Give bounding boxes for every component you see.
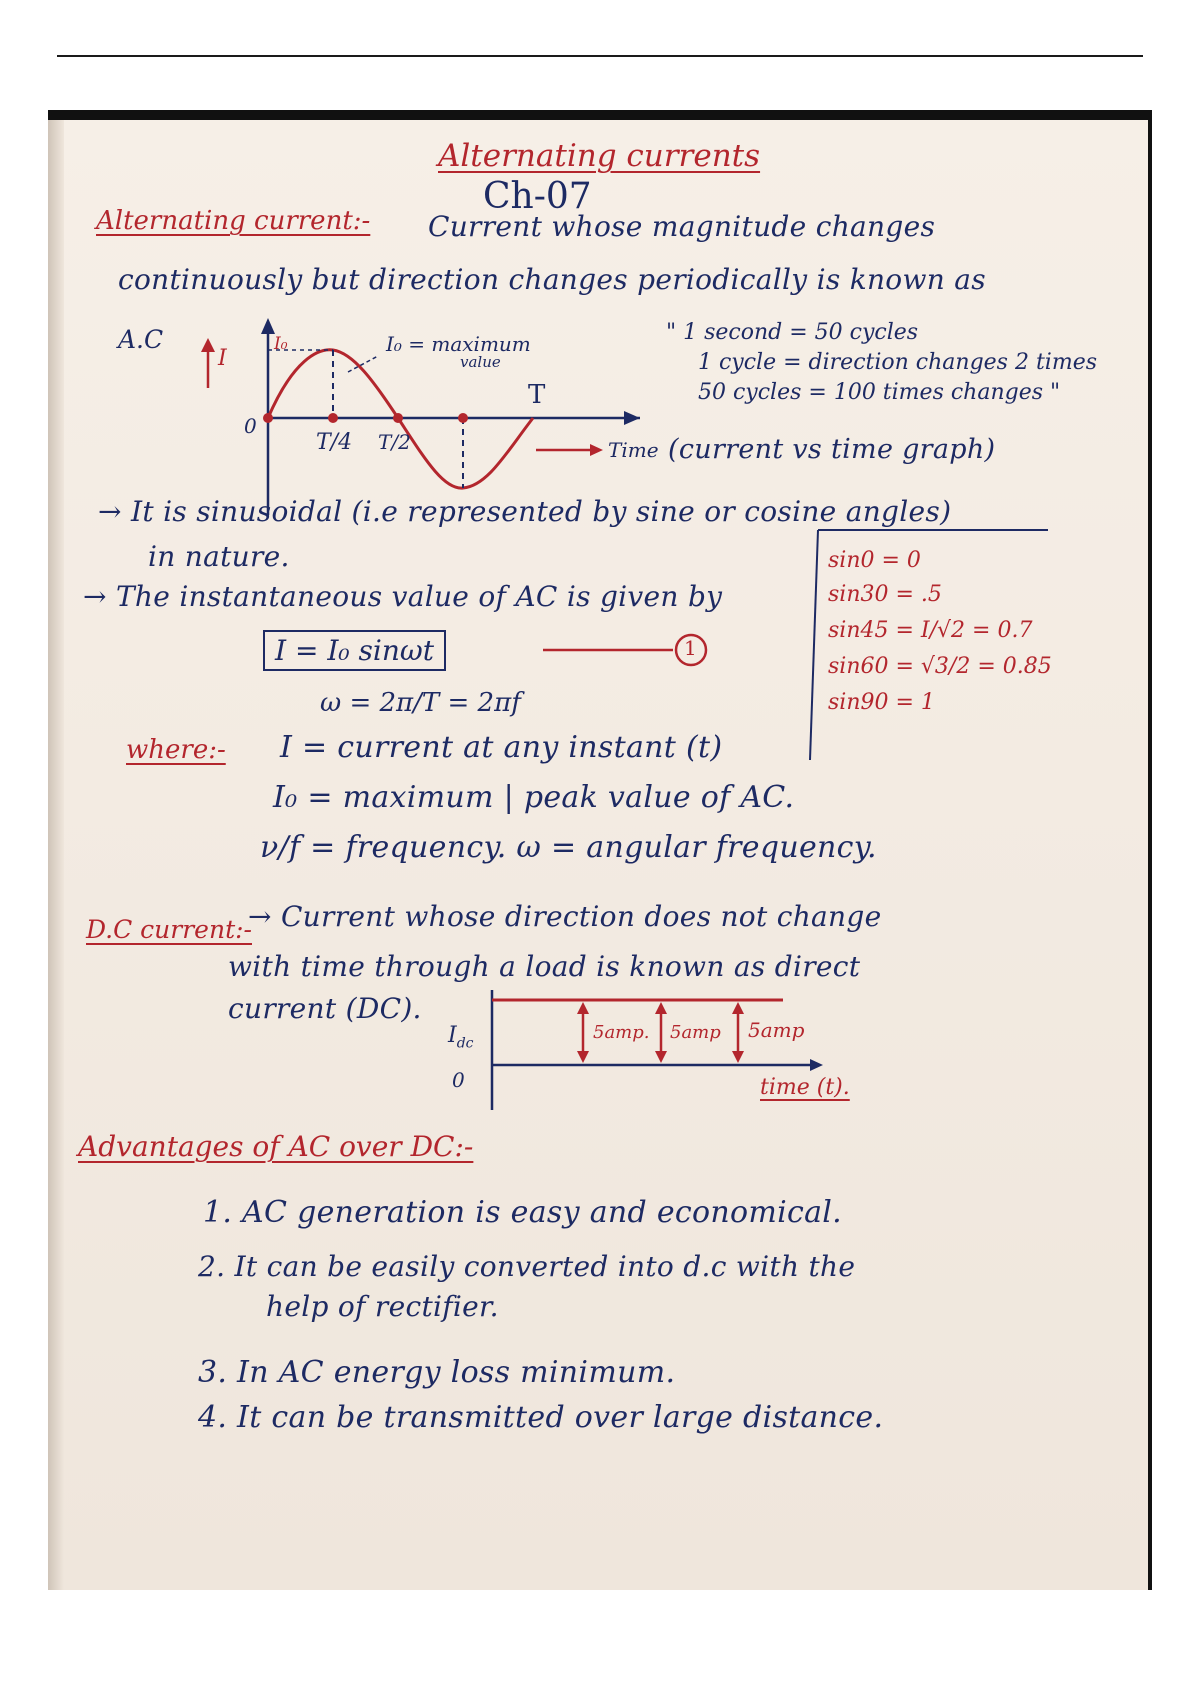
t-half-label: T/2 [378, 430, 411, 454]
where-line-2: I₀ = maximum | peak value of AC. [273, 780, 795, 815]
sinusoidal-line-1: → It is sinusoidal (i.e represented by sine or cosine angles) [98, 495, 952, 528]
dc-definition-line-1: → Current whose direction does not change [248, 900, 882, 933]
where-line-1: I = current at any instant (t) [280, 730, 723, 765]
advantage-1: 1. AC generation is easy and economical. [203, 1195, 842, 1230]
sine-table-row-3: sin45 = I/√2 = 0.7 [828, 618, 1033, 643]
dc-amp-label-2: 5amp [670, 1022, 721, 1043]
dc-y-label-letter: I [448, 1023, 457, 1048]
omega-equation: ω = 2π/T = 2πf [320, 688, 521, 718]
dc-y-label-subscript: dc [456, 1035, 474, 1052]
advantage-3: 3. In AC energy loss minimum. [198, 1355, 676, 1390]
graph-origin-label: 0 [244, 414, 257, 438]
equation-number: 1 [684, 636, 697, 660]
ac-heading: Alternating current:- [96, 206, 371, 236]
where-line-3: ν/f = frequency. ω = angular frequency. [260, 830, 877, 865]
time-axis-label: Time [608, 438, 659, 462]
ac-equation: I = I₀ sinωt [263, 630, 446, 671]
t-full-label: T [528, 380, 546, 410]
dc-origin-label: 0 [452, 1068, 465, 1092]
dc-y-label [448, 1023, 474, 1051]
notebook-photo [48, 110, 1152, 1590]
sinusoidal-line-2: in nature. [148, 540, 290, 573]
max-annotation: I₀ = maximum [386, 332, 531, 356]
cycles-line-3: 50 cycles = 100 times changes " [698, 380, 1061, 405]
dc-amp-label-1: 5amp. [593, 1022, 650, 1043]
dc-amp-arrow-1-head-down [577, 1051, 589, 1063]
advantage-2: 2. It can be easily converted into d.c with the [198, 1250, 856, 1283]
graph-i0-label: I₀ [274, 334, 288, 354]
t-quarter-label: T/4 [316, 430, 353, 455]
sine-table-row-5: sin90 = 1 [828, 690, 935, 715]
ac-label: A.C [118, 325, 164, 354]
max-annotation-value: value [460, 353, 501, 371]
chapter-label: Ch-07 [483, 176, 592, 217]
dc-amp-arrow-2-head-up [655, 1002, 667, 1014]
cycles-line-2: 1 cycle = direction changes 2 times [698, 350, 1097, 375]
advantages-heading: Advantages of AC over DC:- [78, 1130, 474, 1163]
ac-definition-line-2: continuously but direction changes periodically is known as [118, 263, 986, 296]
where-label: where:- [126, 735, 226, 765]
cycles-line-1: " 1 second = 50 cycles [666, 320, 919, 345]
dc-definition-line-2: with time through a load is known as direct [228, 950, 861, 983]
dc-definition-line-3: current (DC). [228, 992, 422, 1025]
page-title: Alternating currents [438, 138, 761, 174]
instantaneous-line: → The instantaneous value of AC is given by [83, 580, 723, 613]
dc-amp-arrow-1-head-up [577, 1002, 589, 1014]
sine-table-row-2: sin30 = .5 [828, 582, 942, 607]
dc-amp-arrow-3-head-down [732, 1051, 744, 1063]
sine-table-row-1: sin0 = 0 [828, 548, 921, 573]
dc-amp-arrow-3-head-up [732, 1002, 744, 1014]
graph-caption: (current vs time graph) [668, 434, 996, 465]
graph-i-label: I [218, 346, 227, 371]
advantage-4: 4. It can be transmitted over large distance. [198, 1400, 884, 1435]
ac-definition-line-1: Current whose magnitude changes [428, 210, 936, 243]
dc-amp-label-3: 5amp [748, 1018, 805, 1042]
advantage-2-cont: help of rectifier. [266, 1290, 499, 1323]
dc-heading: D.C current:- [86, 915, 252, 944]
top-rule [57, 55, 1143, 57]
notebook-page [48, 120, 1148, 1590]
dc-graph-time-arrowhead [810, 1059, 823, 1071]
sine-table-row-4: sin60 = √3/2 = 0.85 [828, 654, 1052, 679]
dc-x-label: time (t). [760, 1075, 850, 1100]
dc-amp-arrow-2-head-down [655, 1051, 667, 1063]
